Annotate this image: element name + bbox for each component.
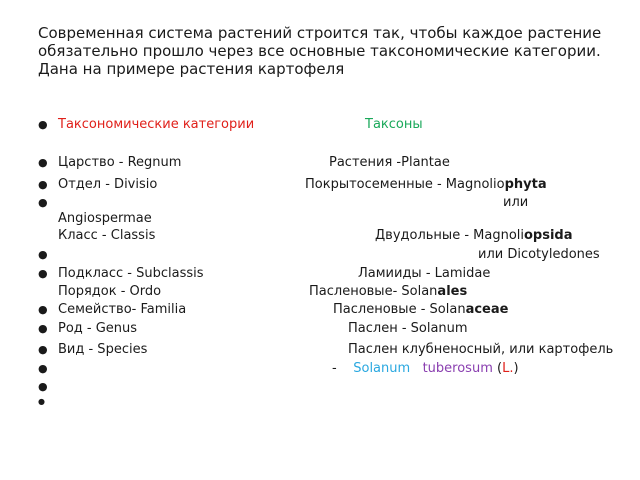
list-item [0, 341, 640, 359]
list-continuation [0, 210, 640, 228]
category-label: Отдел - Divisio [58, 177, 158, 192]
list-item [0, 246, 640, 264]
category-label: Вид - Species [58, 342, 148, 357]
bullet-icon: ● [38, 362, 48, 375]
category-label: Подкласс - Subclassis [58, 266, 204, 281]
bullet-icon: ● [38, 156, 48, 169]
taxon-label: Паслен - Solanum [348, 321, 468, 336]
bullet-icon: ● [38, 267, 48, 280]
list-item [0, 393, 640, 411]
latin-name [332, 360, 519, 378]
taxon-label: или [503, 195, 529, 210]
taxon-label: Паслен клубненосный, или картофель [348, 342, 614, 357]
bullet-icon: ● [38, 303, 48, 316]
list-item [0, 360, 640, 378]
taxon-label: Ламииды - Lamidae [358, 266, 491, 281]
bullet-icon: ● [38, 118, 48, 131]
list-item [0, 320, 640, 338]
list-continuation [0, 283, 640, 301]
paren-open: ( [497, 361, 503, 376]
dash: - [332, 361, 337, 376]
header-taxa: Таксоны [365, 117, 423, 132]
list-item [0, 154, 640, 172]
category-label: Класс - Classis [58, 228, 156, 243]
taxon-label: или Dicotyledones [478, 247, 600, 262]
paren-close: ) [513, 361, 519, 376]
taxon-label [333, 301, 508, 319]
taxon-suffix: phyta [504, 177, 547, 192]
list-item [0, 176, 640, 194]
bullet-icon: ● [38, 196, 48, 209]
taxon-root: Покрытосеменные - Magnolio [305, 177, 505, 192]
bullet-icon: ● [38, 178, 48, 191]
taxon-root: Пасленовые - Solan [333, 302, 466, 317]
category-label: Порядок - Ordo [58, 284, 162, 299]
taxon-suffix: aceae [465, 302, 509, 317]
category-label: Род - Genus [58, 321, 138, 336]
taxon-suffix: opsida [524, 228, 573, 243]
bullet-icon: ● [38, 322, 48, 335]
category-label: Семейство- Familia [58, 302, 187, 317]
list-item [0, 265, 640, 283]
genus-name: Solanum [353, 361, 411, 376]
author-abbrev: L. [502, 361, 514, 376]
taxon-root: Пасленовые- Solan [309, 284, 438, 299]
taxon-label [375, 227, 573, 245]
list-item [0, 301, 640, 319]
taxon-label [309, 283, 467, 301]
bullet-icon: ● [38, 397, 45, 406]
list-continuation [0, 227, 640, 245]
species-name: tuberosum [422, 361, 493, 376]
header-categories: Таксономические категории [58, 117, 255, 132]
slide-title: Современная система растений строится так, чтобы каждое растение обязательно прошло через все основные таксономические категории. Дана на примере растения картофеля [38, 24, 602, 78]
taxon-label: Растения -Plantae [329, 155, 450, 170]
bullet-icon: ● [38, 380, 48, 393]
bullet-icon: ● [38, 248, 48, 261]
taxon-label [305, 176, 547, 194]
bullet-icon: ● [38, 343, 48, 356]
category-label: Царство - Regnum [58, 155, 182, 170]
list-item-header [0, 116, 640, 134]
category-label: Angiospermae [58, 211, 152, 226]
taxon-root: Двудольные - Magnoli [375, 228, 524, 243]
taxon-suffix: ales [437, 284, 468, 299]
